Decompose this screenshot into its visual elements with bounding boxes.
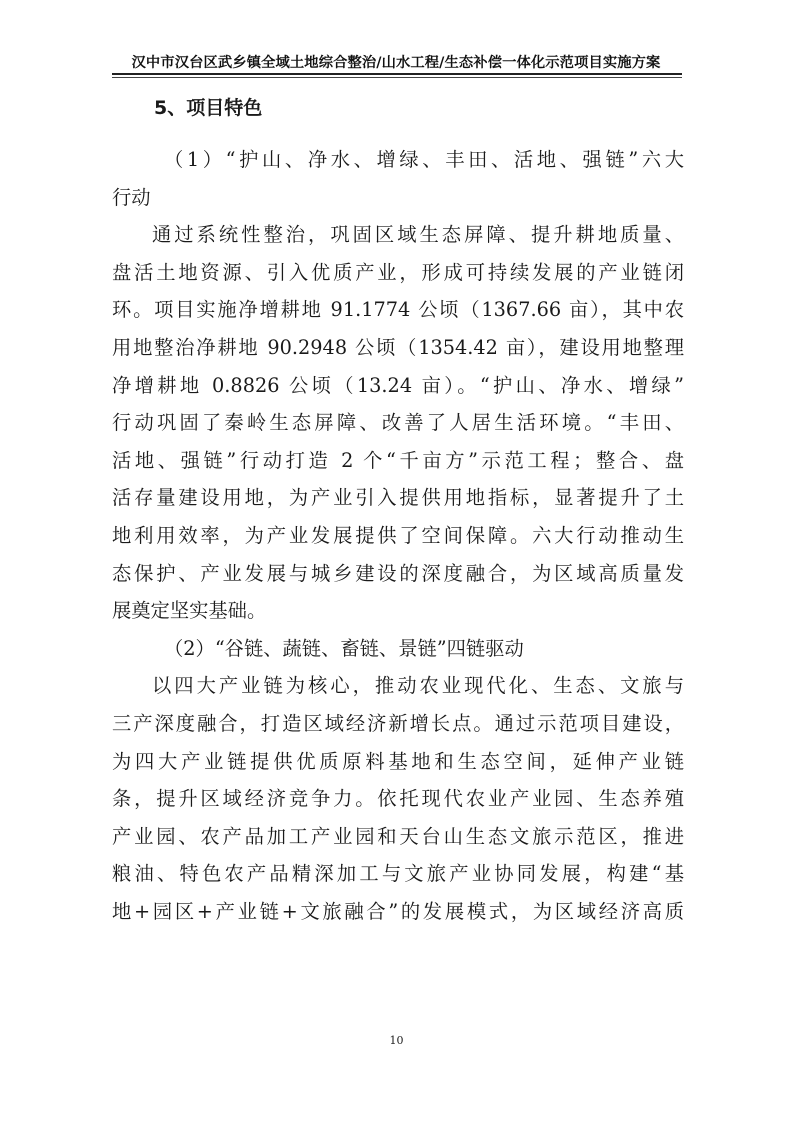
body-text (112, 90, 684, 930)
spacer (112, 127, 684, 141)
header-rule-thin (112, 77, 682, 78)
paragraph-line: 行动巩固了秦岭生态屏障、改善了人居生活环境。“丰田、 (112, 411, 684, 435)
paragraph-line: 环。项目实施净增耕地 91.1774 公顷（1367.66 亩），其中农 (112, 298, 684, 322)
paragraph-line: 通过系统性整治，巩固区域生态屏障、提升耕地质量、 (152, 223, 684, 247)
section-heading: 5、项目特色 (154, 97, 263, 119)
paragraph-line: 为四大产业链提供优质原料基地和生态空间，延伸产业链 (112, 749, 684, 773)
running-header: 汉中市汉台区武乡镇全域土地综合整治/山水工程/生态补偿一体化示范项目实施方案 (131, 55, 661, 71)
paragraph-line: 三产深度融合，打造区域经济新增长点。通过示范项目建设， (112, 711, 684, 735)
paragraph-line: 展奠定坚实基础。 (112, 599, 267, 623)
subsection-title-2: （2）“谷链、蔬链、畜链、景链”四链驱动 (164, 636, 524, 660)
paragraph-line: 态保护、产业发展与城乡建设的深度融合，为区域高质量发 (112, 561, 684, 585)
paragraph-line: 盘活土地资源、引入优质产业，形成可持续发展的产业链闭 (112, 260, 684, 284)
paragraph-line: 活存量建设用地，为产业引入提供用地指标，显著提升了土 (112, 486, 684, 510)
subsection-title-1-line: 行动 (112, 185, 151, 209)
page-number: 10 (389, 1034, 404, 1047)
paragraph-line: 净增耕地 0.8826 公顷（13.24 亩）。“护山、净水、增绿” (112, 373, 684, 397)
paragraph-line: 活地、强链”行动打造 2 个“千亩方”示范工程；整合、盘 (112, 448, 684, 472)
paragraph-line: 用地整治净耕地 90.2948 公顷（1354.42 亩），建设用地整理 (112, 335, 684, 359)
paragraph-line: 条，提升区域经济竞争力。依托现代农业产业园、生态养殖 (112, 787, 684, 811)
paragraph-line: 地+园区+产业链+文旅融合”的发展模式，为区域经济高质 (112, 899, 684, 923)
paragraph-line: 粮油、特色农产品精深加工与文旅产业协同发展，构建“基 (112, 862, 684, 886)
header-rule-thick (112, 73, 682, 75)
paragraph-line: 产业园、农产品加工产业园和天台山生态文旅示范区，推进 (112, 824, 684, 848)
paragraph-line: 以四大产业链为核心，推动农业现代化、生态、文旅与 (152, 674, 684, 698)
paragraph-line: 地利用效率，为产业发展提供了空间保障。六大行动推动生 (112, 523, 684, 547)
subsection-title-1-line: （1）“护山、净水、增绿、丰田、活地、强链”六大 (164, 148, 684, 171)
